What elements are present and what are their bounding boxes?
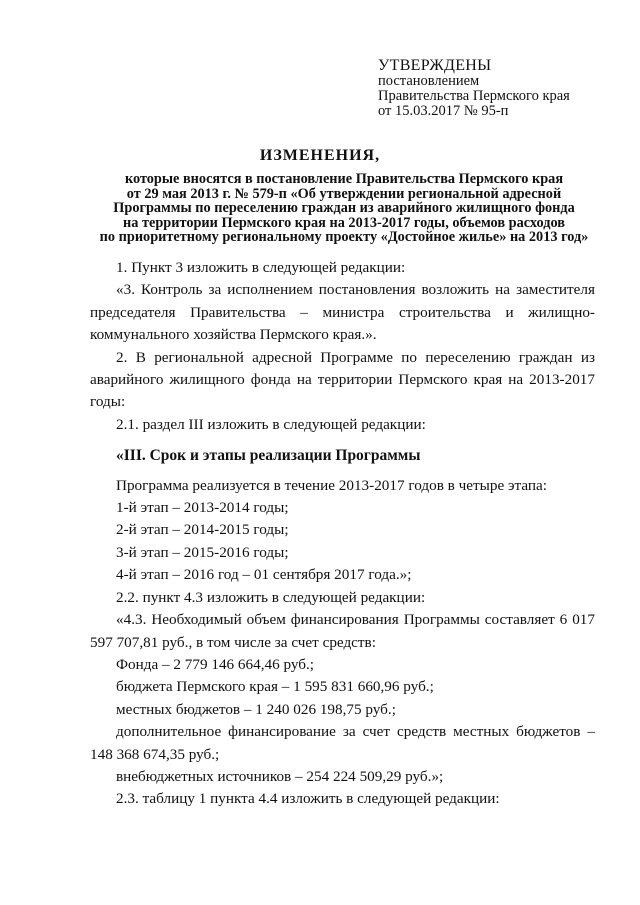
subtitle-line: Программы по переселению граждан из аварийного жилищного фонда: [113, 200, 575, 216]
subtitle-line: по приоритетному региональному проекту «Достойное жилье» на 2013 год»: [99, 229, 589, 245]
list-item: 3-й этап – 2015-2016 годы;: [116, 543, 289, 561]
approval-stamp: [378, 58, 570, 119]
list-item: внебюджетных источников – 254 224 509,29 руб.»;: [116, 767, 444, 785]
section-heading: «III. Срок и этапы реализации Программы: [116, 447, 421, 465]
paragraph: 1. Пункт 3 изложить в следующей редакции:: [116, 259, 406, 276]
paragraph: 2.3. таблицу 1 пункта 4.4 изложить в следующей редакции:: [116, 790, 500, 808]
subtitle-line: от 29 мая 2013 г. № 579-п «Об утверждении региональной адресной: [126, 185, 562, 202]
paragraph: Программа реализуется в течение 2013-2017 годов в четыре этапа:: [116, 476, 547, 494]
paragraph: «3. Контроль за исполнением постановления возложить на заместителя председателя Правительства – министра строительства и жилищно-коммунального хозяйства Пермского края.».: [90, 281, 595, 344]
paragraph: 2.1. раздел III изложить в следующей редакции:: [116, 415, 426, 433]
list-item: 1-й этап – 2013-2014 годы;: [116, 499, 289, 517]
list-item: 4-й этап – 2016 год – 01 сентября 2017 года.»;: [116, 566, 412, 584]
subtitle-line: на территории Пермского края на 2013-2017 годы, объемов расходов: [123, 214, 565, 231]
paragraph: 2. В региональной адресной Программе по переселению граждан из аварийного жилищного фонда на территории Пермского края на 2013-2017 годы:: [90, 348, 595, 411]
list-item: бюджета Пермского края – 1 595 831 660,96 руб.;: [116, 678, 434, 696]
document-subtitle: [74, 172, 614, 245]
paragraph: 2.2. пункт 4.3 изложить в следующей редакции:: [116, 588, 426, 606]
paragraph: «4.3. Необходимый объем финансирования Программы составляет 6 017 597 707,81 руб., в том числе за счет средств:: [90, 611, 595, 651]
list-item: местных бюджетов – 1 240 026 198,75 руб.;: [116, 700, 396, 718]
list-item: Фонда – 2 779 146 664,46 руб.;: [116, 655, 315, 673]
list-item: дополнительное финансирование за счет средств местных бюджетов – 148 368 674,35 руб.;: [90, 723, 595, 763]
document-title: ИЗМЕНЕНИЯ,: [259, 147, 381, 164]
approval-heading: УТВЕРЖДЕНЫ: [378, 57, 492, 74]
list-item: 2-й этап – 2014-2015 годы;: [116, 521, 289, 539]
approval-line: постановлением: [378, 73, 480, 89]
approval-line: Правительства Пермского края: [378, 88, 570, 104]
document-body: [90, 257, 595, 811]
approval-date: от 15.03.2017 № 95-п: [378, 103, 509, 119]
subtitle-line: которые вносятся в постановление Правительства Пермского края: [124, 171, 564, 187]
